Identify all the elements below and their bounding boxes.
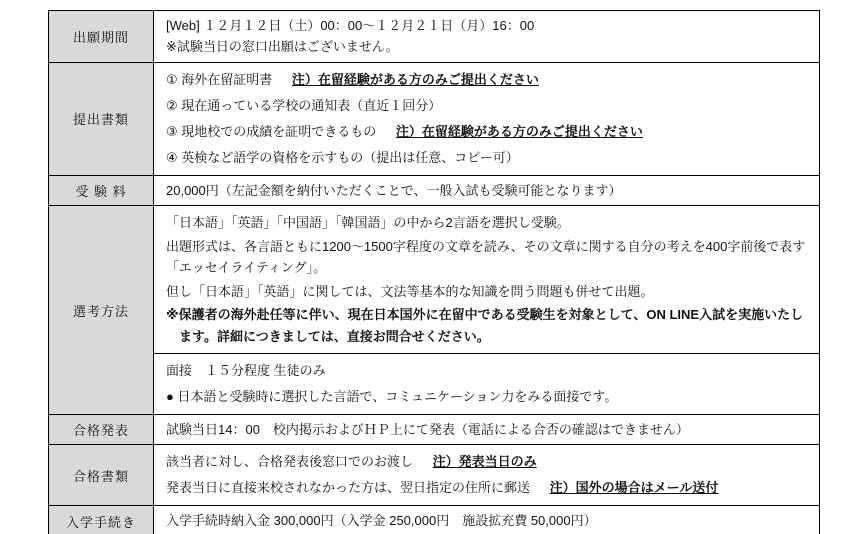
content-documents xyxy=(154,62,820,175)
row-enrollment-procedure xyxy=(49,506,820,534)
documents-item-1 xyxy=(166,67,807,93)
documents-item-2: ② 現在通っている学校の通知表（直近１回分） xyxy=(166,97,442,113)
content-selection-method-written xyxy=(154,206,820,354)
row-documents xyxy=(49,62,820,175)
content-result-announcement xyxy=(154,414,820,444)
row-selection-method-interview xyxy=(49,353,820,414)
row-acceptance-documents xyxy=(49,445,820,506)
row-result-announcement xyxy=(49,414,820,444)
documents-item-3-note: 注）在留経験がある方のみご提出ください xyxy=(395,123,643,139)
content-acceptance-documents xyxy=(154,445,820,506)
enrollment-procedure-line-1: 入学手続時納入金 300,000円（入学金 250,000円 施設拡充費 50,000円） xyxy=(166,513,597,529)
exam-fee-line-1: 20,000円（左記金額を納付いただくことで、一般入試も受験可能となります） xyxy=(166,182,622,198)
selection-method-line-3: 但し「日本語」「英語」に関しては、文法等基本的な知識を問う問題も併せて出題。 xyxy=(166,283,654,299)
documents-item-3 xyxy=(166,119,807,145)
admission-info-table xyxy=(48,10,820,534)
label-application-period: 出願期間 xyxy=(49,11,154,63)
acceptance-documents-line-2 xyxy=(166,475,807,501)
label-selection-method: 選考方法 xyxy=(49,206,154,415)
acceptance-documents-line-2-note: 注）国外の場合はメール送付 xyxy=(549,480,719,496)
content-enrollment-procedure xyxy=(154,506,820,534)
selection-method-line-2: 出題形式は、各言語ともに1200～1500字程度の文章を読み、その文章に関する自分の考えを400字前後で表す「エッセイライティング」。 xyxy=(166,238,806,276)
content-selection-method-interview xyxy=(154,353,820,414)
application-period-line-1: [Web] １２月１２日（土）00：00～１２月２１日（月）16：00 xyxy=(166,18,535,33)
documents-item-3-text: ③ 現地校での成績を証明できるもの xyxy=(166,123,377,139)
documents-item-1-text: ① 海外在留証明書 xyxy=(166,71,273,87)
documents-item-4: ④ 英検など語学の資格を示すもの（提出は任意、コピー可） xyxy=(166,149,519,165)
selection-method-online-notice: ※保護者の海外赴任等に伴い、現在日本国外に在留中である受験生を対象として、ON LINE入試を実施いたします。詳細につきましては、直接お問合せください。 xyxy=(166,307,804,344)
interview-line-1: 面接 １５分程度 生徒のみ xyxy=(166,362,326,378)
label-result-announcement: 合格発表 xyxy=(49,414,154,444)
interview-line-2: ● 日本語と受験時に選択した言語で、コミュニケーション力をみる面接です。 xyxy=(166,388,618,404)
row-application-period xyxy=(49,11,820,63)
application-period-line-2: ※試験当日の窓口出願はございません。 xyxy=(166,39,399,55)
label-acceptance-documents: 合格書類 xyxy=(49,445,154,506)
content-application-period xyxy=(154,11,820,63)
acceptance-documents-line-1-note: 注）発表当日のみ xyxy=(432,454,537,470)
label-documents: 提出書類 xyxy=(49,62,154,175)
content-exam-fee xyxy=(154,175,820,205)
selection-method-line-1: 「日本語」「英語」「中国語」「韓国語」の中から2言語を選択し受験。 xyxy=(166,215,570,231)
documents-item-1-note: 注）在留経験がある方のみご提出ください xyxy=(291,71,539,87)
row-exam-fee xyxy=(49,175,820,205)
row-selection-method xyxy=(49,206,820,354)
label-enrollment-procedure: 入学手続き xyxy=(49,506,154,534)
label-exam-fee: 受 験 料 xyxy=(49,175,154,205)
result-announcement-line-1: 試験当日14：00 校内掲示およびＨＰ上にて発表（電話による合否の確認はできません） xyxy=(166,421,689,437)
acceptance-documents-line-2-text: 発表当日に直接来校されなかった方は、翌日指定の住所に郵送 xyxy=(166,480,531,496)
acceptance-documents-line-1-text: 該当者に対し、合格発表後窓口でのお渡し xyxy=(166,454,414,470)
acceptance-documents-line-1 xyxy=(166,449,807,475)
